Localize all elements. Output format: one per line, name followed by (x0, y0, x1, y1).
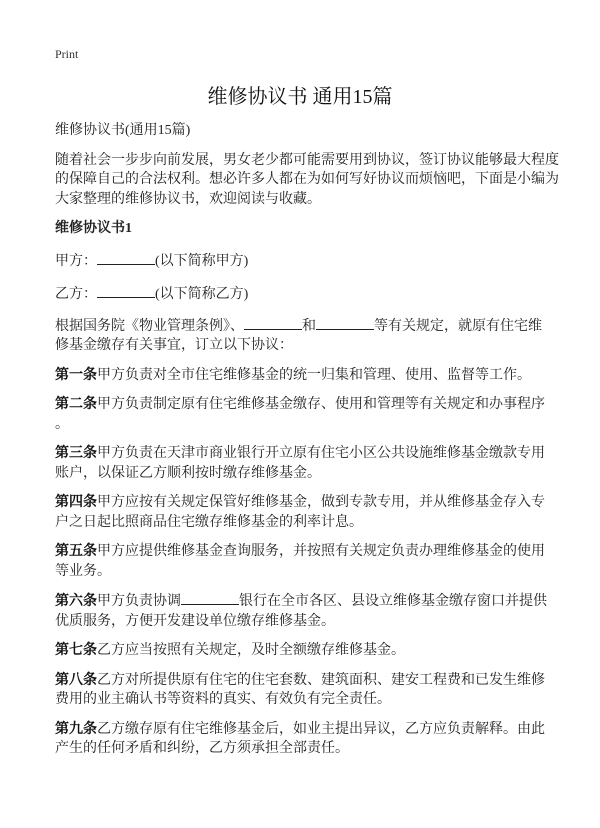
intro-line: 随着社会一步步向前发展，男女老少都可能需要用到协议，签订协议能够最大程度 (55, 152, 559, 168)
articles-list (55, 366, 555, 759)
party-a-suffix: (以下简称甲方) (155, 253, 249, 269)
article-number: 第九条 (55, 721, 97, 737)
article-paragraph (55, 641, 555, 661)
article-paragraph (55, 542, 555, 581)
intro-line: 的保障自己的合法权利。想必许多人都在为如何写好协议而烦恼吧，下面是小编为 (55, 172, 559, 187)
party-b-suffix: (以下简称乙方) (155, 287, 249, 302)
article-text: 费用的业主确认书等资料的真实、有效负有完全责任。 (55, 692, 391, 707)
article-text: 乙方应当按照有关规定，及时全额缴存维修基金。 (97, 643, 405, 658)
article-text: 甲方负责协调 (97, 594, 181, 609)
basis-mid: 和 (302, 318, 316, 334)
party-a-label: 甲方： (55, 253, 97, 269)
basis-post: 等有关规定，就原有住宅维 (374, 318, 542, 334)
party-b-blank (97, 284, 155, 298)
intro-paragraph (55, 151, 559, 210)
article-text: 。 (55, 416, 69, 432)
article-text: 银行在全市各区、县设立维修基金缴存窗口并提供 (239, 594, 547, 609)
print-link[interactable]: Print (55, 47, 79, 61)
article-number: 第五条 (55, 544, 97, 559)
article-text: 甲方负责在天津市商业银行开立原有住宅小区公共设施维修基金缴款专用 (97, 446, 545, 461)
article-text: 产生的任何矛盾和纠纷，乙方须承担全部责任。 (55, 741, 349, 756)
basis-line-2: 修基金缴存有关事宜，订立以下协议： (55, 338, 293, 353)
article-text: 账户，以保证乙方顺利按时缴存维修基金。 (55, 465, 321, 481)
article-paragraph (55, 493, 555, 532)
article-paragraph (55, 366, 555, 386)
article-number: 第八条 (55, 672, 97, 688)
article-number: 第七条 (55, 643, 97, 658)
article-text: 甲方应提供维修基金查询服务，并按照有关规定负责办理维修基金的使用 (97, 544, 545, 559)
article-text: 乙方缴存原有住宅维修基金后，如业主提出异议，乙方应负责解释。由此 (97, 721, 545, 737)
basis-paragraph (55, 316, 555, 356)
party-b-label: 乙方： (55, 287, 97, 302)
article-paragraph (55, 671, 555, 710)
article-text: 甲方负责制定原有住宅维修基金缴存、使用和管理等有关规定和办事程序 (97, 397, 545, 412)
party-a-line (55, 251, 555, 272)
article-text: 优质服务，方便开发建设单位缴存维修基金。 (55, 613, 335, 629)
basis-blank-2 (316, 316, 374, 330)
subtitle: 维修协议书(通用15篇) (55, 123, 191, 138)
intro-line: 大家整理的维修协议书，欢迎阅读与收藏。 (55, 191, 321, 207)
article-number: 第一条 (55, 367, 97, 383)
article-paragraph (55, 720, 555, 759)
article-text: 等业务。 (55, 563, 111, 579)
article-blank (181, 591, 239, 605)
article-text: 甲方负责对全市住宅维修基金的统一归集和管理、使用、监督等工作。 (97, 367, 531, 383)
page-title: 维修协议书 通用15篇 (207, 86, 393, 108)
party-b-line (55, 284, 555, 305)
basis-blank-1 (244, 316, 302, 330)
document-body (55, 121, 559, 769)
article-number: 第三条 (55, 446, 97, 461)
article-paragraph (55, 444, 555, 483)
article-number: 第四条 (55, 495, 97, 510)
article-paragraph (55, 591, 555, 631)
article-text: 乙方对所提供原有住宅的住宅套数、建筑面积、建安工程费和已发生维修 (97, 672, 545, 688)
article-text: 甲方应按有关规定保管好维修基金，做到专款专用，并从维修基金存入专 (97, 495, 545, 510)
basis-pre: 根据国务院《物业管理条例》、 (55, 318, 244, 334)
section-heading: 维修协议书1 (55, 221, 132, 236)
article-number: 第六条 (55, 594, 97, 609)
article-number: 第二条 (55, 397, 97, 412)
article-paragraph (55, 395, 555, 434)
party-a-blank (97, 251, 155, 265)
article-text: 户之日起比照商品住宅缴存维修基金的利率计息。 (55, 514, 363, 530)
